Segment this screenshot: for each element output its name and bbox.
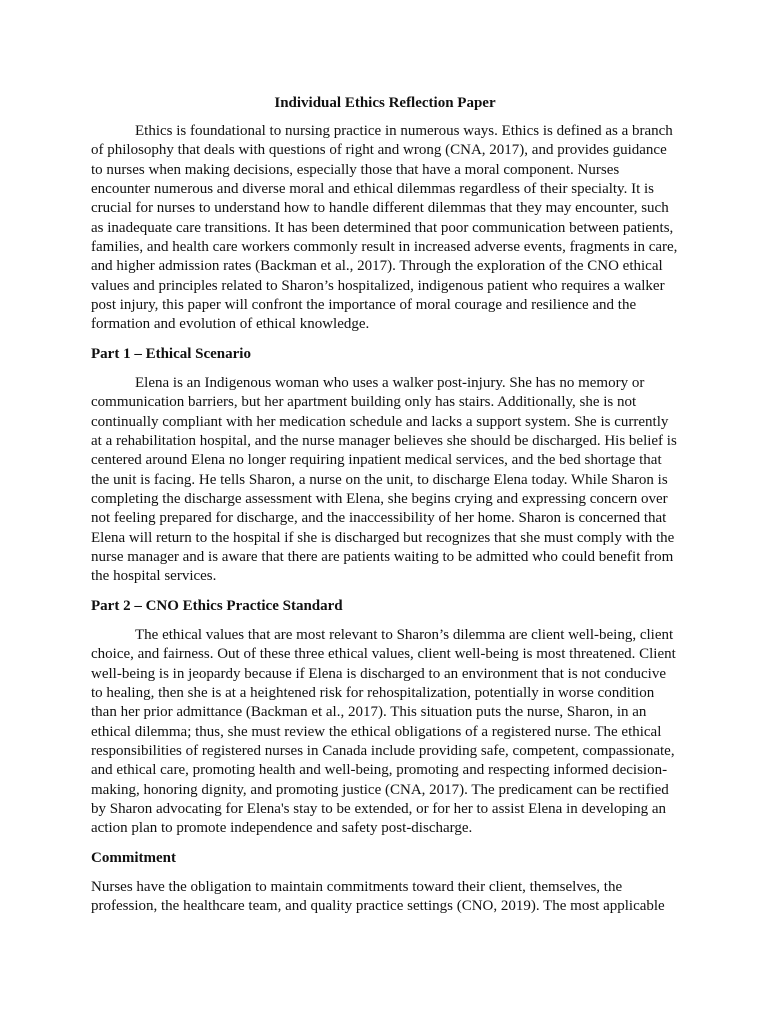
- intro-paragraph: Ethics is foundational to nursing practice in numerous ways. Ethics is defined as a branch of philosophy that deals with questions of right and wrong (CNA, 2017), and provides guidance to nurses when making decisions, especially those that have a moral component. Nurses encounter numerous and diverse moral and ethical dilemmas regardless of their specialty. It is crucial for nurses to understand how to handle different dilemmas that they may encounter, such as inadequate care transitions. It has been determined that poor communication between patients, families, and health care workers commonly result in increased adverse events, fragments in care, and higher admission rates (Backman et al., 2017). Through the exploration of the CNO ethical values and principles related to Sharon’s hospitalized, indigenous patient who requires a walker post injury, this paper will confront the importance of moral courage and resilience and the formation and evolution of ethical knowledge.: [91, 123, 678, 333]
- section-body-commitment: Nurses have the obligation to maintain commitments toward their client, themselves, the profession, the healthcare team, and quality practice settings (CNO, 2019). The most applicable: [91, 879, 665, 915]
- section-heading-ethical-scenario: Part 1 – Ethical Scenario: [91, 346, 251, 362]
- document-title: Individual Ethics Reflection Paper: [274, 95, 496, 111]
- section-heading-cno-ethics-standard: Part 2 – CNO Ethics Practice Standard: [91, 598, 343, 614]
- section-body-cno-ethics-standard: The ethical values that are most relevant to Sharon’s dilemma are client well-being, client choice, and fairness. Out of these three ethical values, client well-being is most threatened. Client well-being is in jeopardy because if Elena is discharged to an environment that is not conducive to healing, then she is at a heightened risk for rehospitalization, potentially in worse condition than her prior admittance (Backman et al., 2017). This situation puts the nurse, Sharon, in an ethical dilemma; thus, she must review the ethical obligations of a registered nurse. The ethical responsibilities of registered nurses in Canada include providing safe, competent, compassionate, and ethical care, promoting health and well-being, promoting and respecting informed decision-making, honoring dignity, and promoting justice (CNA, 2017). The predicament can be rectified by Sharon advocating for Elena's stay to be extended, or for her to assist Elena in developing an action plan to promote independence and safety post-discharge.: [91, 627, 676, 837]
- section-heading-commitment: Commitment: [91, 850, 176, 866]
- section-body-ethical-scenario: Elena is an Indigenous woman who uses a walker post-injury. She has no memory or communication barriers, but her apartment building only has stairs. Additionally, she is not continually compliant with her medication schedule and lacks a support system. She is currently at a rehabilitation hospital, and the nurse manager believes she should be discharged. His belief is centered around Elena no longer requiring inpatient medical services, and the bed shortage that the unit is facing. He tells Sharon, a nurse on the unit, to discharge Elena today. While Sharon is completing the discharge assessment with Elena, she begins crying and expressing concern over not feeling prepared for discharge, and the inaccessibility of her home. Sharon is concerned that Elena will return to the hospital if she is discharged but recognizes that she must comply with the nurse manager and is aware that there are patients waiting to be admitted who could benefit from the hospital services.: [91, 375, 677, 585]
